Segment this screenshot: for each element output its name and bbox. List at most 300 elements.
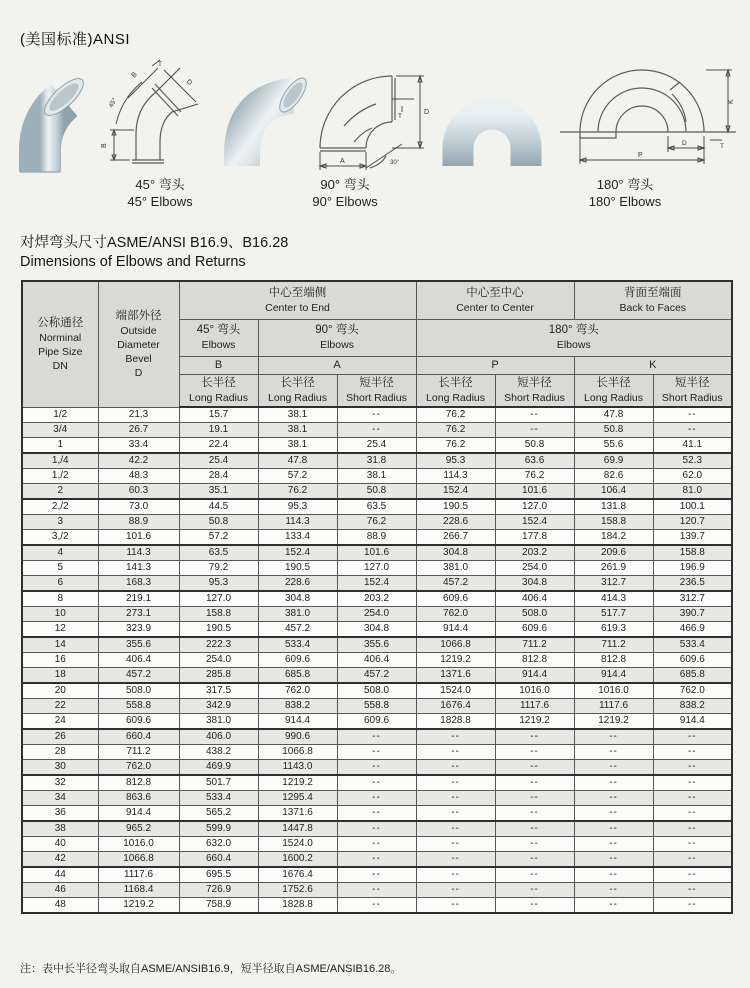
cell-value: 38.1 xyxy=(258,438,337,454)
cell-value: 565.2 xyxy=(179,806,258,822)
cell-value: -- xyxy=(337,898,416,914)
cell-value: 261.9 xyxy=(574,561,653,576)
table-row xyxy=(22,499,732,515)
cell-pipe-size: 1,/4 xyxy=(22,453,98,469)
table-row xyxy=(22,760,732,776)
cell-value: 1371.6 xyxy=(416,668,495,684)
cell-pipe-size: 1,/2 xyxy=(22,469,98,484)
cell-value: 158.8 xyxy=(179,607,258,622)
cell-value: -- xyxy=(653,407,732,423)
cell-value: 381.0 xyxy=(258,607,337,622)
svg-text:30°: 30° xyxy=(390,160,400,166)
elbow-90-photo xyxy=(218,66,310,168)
table-row xyxy=(22,852,732,868)
caption-90-elbow xyxy=(265,176,425,210)
section-title-en: Dimensions of Elbows and Returns xyxy=(20,254,246,270)
cell-value: 304.8 xyxy=(258,591,337,607)
cell-value: 1676.4 xyxy=(258,867,337,883)
cell-value: 914.4 xyxy=(653,714,732,730)
cell-value: 312.7 xyxy=(653,591,732,607)
cell-value: 711.2 xyxy=(98,745,179,760)
cell-value: 1219.2 xyxy=(258,775,337,791)
cell-pipe-size: 32 xyxy=(22,775,98,791)
cell-pipe-size: 46 xyxy=(22,883,98,898)
cell-value: -- xyxy=(337,760,416,776)
cell-value: 1219.2 xyxy=(495,714,574,730)
header-dn: 公称通径 Norminal Pipe Size DN xyxy=(22,281,98,407)
cell-value: 81.0 xyxy=(653,484,732,500)
cell-value: 228.6 xyxy=(416,515,495,530)
cell-value: -- xyxy=(653,791,732,806)
table-row xyxy=(22,453,732,469)
cell-value: 342.9 xyxy=(179,699,258,714)
cell-value: 21.3 xyxy=(98,407,179,423)
cell-value: -- xyxy=(337,837,416,852)
cell-value: 62.0 xyxy=(653,469,732,484)
cell-pipe-size: 6 xyxy=(22,576,98,592)
cell-value: 406.0 xyxy=(179,729,258,745)
cell-value: 203.2 xyxy=(337,591,416,607)
cell-value: 101.6 xyxy=(495,484,574,500)
cell-pipe-size: 24 xyxy=(22,714,98,730)
cell-value: 203.2 xyxy=(495,545,574,561)
cell-value: 190.5 xyxy=(416,499,495,515)
cell-value: -- xyxy=(574,745,653,760)
figure-captions xyxy=(0,176,750,216)
cell-value: 1219.2 xyxy=(574,714,653,730)
cell-value: 609.6 xyxy=(653,653,732,668)
cell-pipe-size: 30 xyxy=(22,760,98,776)
cell-value: 120.7 xyxy=(653,515,732,530)
cell-pipe-size: 2,/2 xyxy=(22,499,98,515)
cell-value: 190.5 xyxy=(258,561,337,576)
cell-value: -- xyxy=(653,760,732,776)
table-row xyxy=(22,883,732,898)
cell-value: 127.0 xyxy=(337,561,416,576)
cell-value: 131.8 xyxy=(574,499,653,515)
cell-value: 38.1 xyxy=(258,423,337,438)
cell-pipe-size: 14 xyxy=(22,637,98,653)
cell-value: 758.9 xyxy=(179,898,258,914)
cell-value: -- xyxy=(337,745,416,760)
cell-pipe-size: 4 xyxy=(22,545,98,561)
cell-value: -- xyxy=(416,745,495,760)
cell-value: 414.3 xyxy=(574,591,653,607)
cell-value: -- xyxy=(416,821,495,837)
cell-value: 228.6 xyxy=(258,576,337,592)
cell-value: 95.3 xyxy=(179,576,258,592)
section-heading xyxy=(20,234,288,272)
cell-value: 152.4 xyxy=(258,545,337,561)
cell-pipe-size: 48 xyxy=(22,898,98,914)
caption-180-en: 180° Elbows xyxy=(588,194,662,209)
cell-value: 47.8 xyxy=(574,407,653,423)
cell-value: 254.0 xyxy=(179,653,258,668)
cell-value: -- xyxy=(574,821,653,837)
cell-value: 82.6 xyxy=(574,469,653,484)
cell-value: -- xyxy=(416,729,495,745)
table-row xyxy=(22,898,732,914)
table-row xyxy=(22,791,732,806)
cell-value: 50.8 xyxy=(179,515,258,530)
cell-pipe-size: 12 xyxy=(22,622,98,638)
cell-value: 19.1 xyxy=(179,423,258,438)
cell-value: 1117.6 xyxy=(495,699,574,714)
cell-value: 158.8 xyxy=(574,515,653,530)
cell-pipe-size: 28 xyxy=(22,745,98,760)
cell-value: 25.4 xyxy=(179,453,258,469)
header-radius-0: 长半径 Long Radius xyxy=(179,374,258,407)
cell-value: 152.4 xyxy=(337,576,416,592)
cell-value: 609.6 xyxy=(337,714,416,730)
cell-value: 619.3 xyxy=(574,622,653,638)
cell-pipe-size: 36 xyxy=(22,806,98,822)
cell-value: -- xyxy=(416,867,495,883)
cell-value: 317.5 xyxy=(179,683,258,699)
cell-value: 762.0 xyxy=(416,607,495,622)
cell-value: 609.6 xyxy=(258,653,337,668)
cell-value: 101.6 xyxy=(337,545,416,561)
cell-value: 177.8 xyxy=(495,530,574,546)
cell-value: 141.3 xyxy=(98,561,179,576)
cell-value: 50.8 xyxy=(574,423,653,438)
cell-value: 38.1 xyxy=(258,407,337,423)
cell-value: 711.2 xyxy=(495,637,574,653)
cell-value: 762.0 xyxy=(653,683,732,699)
cell-value: 990.6 xyxy=(258,729,337,745)
cell-value: -- xyxy=(495,775,574,791)
cell-value: 1524.0 xyxy=(258,837,337,852)
cell-value: 114.3 xyxy=(98,545,179,561)
cell-value: 812.8 xyxy=(574,653,653,668)
header-radius-5: 长半径 Long Radius xyxy=(574,374,653,407)
cell-value: -- xyxy=(495,791,574,806)
header-radius-4: 短半径 Short Radius xyxy=(495,374,574,407)
cell-value: 609.6 xyxy=(495,622,574,638)
cell-value: 273.1 xyxy=(98,607,179,622)
cell-value: -- xyxy=(495,745,574,760)
cell-value: -- xyxy=(337,883,416,898)
cell-value: -- xyxy=(574,760,653,776)
cell-value: 355.6 xyxy=(98,637,179,653)
cell-value: 76.2 xyxy=(337,515,416,530)
table-row xyxy=(22,530,732,546)
cell-value: 1143.0 xyxy=(258,760,337,776)
cell-value: -- xyxy=(495,883,574,898)
cell-pipe-size: 18 xyxy=(22,668,98,684)
cell-value: -- xyxy=(574,729,653,745)
cell-pipe-size: 26 xyxy=(22,729,98,745)
cell-value: 812.8 xyxy=(495,653,574,668)
cell-value: 558.8 xyxy=(98,699,179,714)
cell-value: 69.9 xyxy=(574,453,653,469)
table-row xyxy=(22,867,732,883)
cell-value: 133.4 xyxy=(258,530,337,546)
cell-value: 196.9 xyxy=(653,561,732,576)
cell-value: 44.5 xyxy=(179,499,258,515)
cell-value: 1219.2 xyxy=(98,898,179,914)
cell-value: 42.2 xyxy=(98,453,179,469)
cell-value: -- xyxy=(416,775,495,791)
table-row xyxy=(22,591,732,607)
cell-value: -- xyxy=(416,852,495,868)
cell-value: 35.1 xyxy=(179,484,258,500)
cell-value: 127.0 xyxy=(179,591,258,607)
cell-value: 1066.8 xyxy=(98,852,179,868)
cell-value: 76.2 xyxy=(258,484,337,500)
svg-text:T: T xyxy=(158,61,162,68)
footnote: 注：表中长半径弯头取自ASME/ANSIB16.9，短半径取自ASME/ANSIB16.28。 xyxy=(20,963,402,975)
cell-value: 914.4 xyxy=(416,622,495,638)
table-row xyxy=(22,821,732,837)
cell-value: -- xyxy=(653,806,732,822)
cell-pipe-size: 5 xyxy=(22,561,98,576)
cell-value: 1676.4 xyxy=(416,699,495,714)
cell-value: 57.2 xyxy=(258,469,337,484)
cell-value: -- xyxy=(653,423,732,438)
table-row xyxy=(22,622,732,638)
cell-value: 660.4 xyxy=(98,729,179,745)
cell-value: 685.8 xyxy=(258,668,337,684)
table-row xyxy=(22,729,732,745)
svg-text:45°: 45° xyxy=(107,96,119,109)
cell-pipe-size: 3/4 xyxy=(22,423,98,438)
cell-value: 236.5 xyxy=(653,576,732,592)
cell-value: 222.3 xyxy=(179,637,258,653)
cell-value: -- xyxy=(495,407,574,423)
cell-value: 22.4 xyxy=(179,438,258,454)
cell-value: 406.4 xyxy=(337,653,416,668)
cell-value: -- xyxy=(495,837,574,852)
cell-value: 152.4 xyxy=(416,484,495,500)
caption-45-cn: 45° 弯头 xyxy=(135,177,185,192)
cell-value: 838.2 xyxy=(258,699,337,714)
cell-value: 609.6 xyxy=(416,591,495,607)
cell-value: -- xyxy=(574,852,653,868)
cell-value: 76.2 xyxy=(416,423,495,438)
cell-value: -- xyxy=(416,760,495,776)
cell-value: 533.4 xyxy=(258,637,337,653)
cell-value: 52.3 xyxy=(653,453,732,469)
cell-value: -- xyxy=(337,821,416,837)
cell-value: -- xyxy=(416,898,495,914)
cell-value: -- xyxy=(337,791,416,806)
cell-value: 304.8 xyxy=(416,545,495,561)
cell-value: 726.9 xyxy=(179,883,258,898)
cell-value: 438.2 xyxy=(179,745,258,760)
table-header xyxy=(22,281,732,407)
cell-value: 390.7 xyxy=(653,607,732,622)
cell-value: 1066.8 xyxy=(258,745,337,760)
caption-45-en: 45° Elbows xyxy=(127,194,193,209)
cell-value: 965.2 xyxy=(98,821,179,837)
cell-value: 76.2 xyxy=(416,438,495,454)
svg-text:B: B xyxy=(101,143,108,148)
cell-value: 57.2 xyxy=(179,530,258,546)
table-row xyxy=(22,469,732,484)
cell-value: 88.9 xyxy=(337,530,416,546)
cell-value: 33.4 xyxy=(98,438,179,454)
cell-value: -- xyxy=(337,729,416,745)
cell-value: -- xyxy=(653,883,732,898)
cell-value: 26.7 xyxy=(98,423,179,438)
table-row xyxy=(22,775,732,791)
cell-value: -- xyxy=(653,898,732,914)
cell-value: -- xyxy=(416,806,495,822)
cell-value: -- xyxy=(495,760,574,776)
cell-value: 50.8 xyxy=(495,438,574,454)
cell-value: 254.0 xyxy=(495,561,574,576)
cell-value: 48.3 xyxy=(98,469,179,484)
cell-value: 63.5 xyxy=(337,499,416,515)
table-body xyxy=(22,407,732,913)
cell-value: 152.4 xyxy=(495,515,574,530)
cell-value: 41.1 xyxy=(653,438,732,454)
cell-value: -- xyxy=(653,775,732,791)
cell-value: 508.0 xyxy=(495,607,574,622)
elbow-180-photo xyxy=(434,80,550,168)
header-od: 端部外径 Outside Diameter Bevel D xyxy=(98,281,179,407)
svg-text:K: K xyxy=(728,99,735,104)
cell-value: 762.0 xyxy=(258,683,337,699)
table-row xyxy=(22,745,732,760)
cell-value: -- xyxy=(574,867,653,883)
cell-value: 762.0 xyxy=(98,760,179,776)
cell-value: 1295.4 xyxy=(258,791,337,806)
cell-value: -- xyxy=(337,867,416,883)
cell-value: 219.1 xyxy=(98,591,179,607)
cell-value: 533.4 xyxy=(179,791,258,806)
cell-value: 914.4 xyxy=(495,668,574,684)
cell-value: 1752.6 xyxy=(258,883,337,898)
cell-value: 50.8 xyxy=(337,484,416,500)
cell-value: 381.0 xyxy=(179,714,258,730)
header-letter-p: P xyxy=(416,356,574,374)
table-row xyxy=(22,576,732,592)
caption-45-elbow xyxy=(80,176,240,210)
cell-value: 1600.2 xyxy=(258,852,337,868)
cell-value: 1371.6 xyxy=(258,806,337,822)
cell-pipe-size: 22 xyxy=(22,699,98,714)
elbow-45-photo xyxy=(10,64,102,176)
table-row xyxy=(22,837,732,852)
cell-value: 812.8 xyxy=(98,775,179,791)
table-row xyxy=(22,561,732,576)
cell-value: -- xyxy=(495,852,574,868)
cell-value: 139.7 xyxy=(653,530,732,546)
cell-value: -- xyxy=(495,898,574,914)
cell-value: -- xyxy=(574,898,653,914)
cell-value: -- xyxy=(416,791,495,806)
cell-value: 508.0 xyxy=(337,683,416,699)
cell-value: 1219.2 xyxy=(416,653,495,668)
cell-value: 457.2 xyxy=(416,576,495,592)
cell-value: 1168.4 xyxy=(98,883,179,898)
cell-value: 381.0 xyxy=(416,561,495,576)
svg-text:B: B xyxy=(130,71,139,80)
cell-pipe-size: 42 xyxy=(22,852,98,868)
elbow-45-drawing xyxy=(100,56,218,172)
cell-value: 457.2 xyxy=(258,622,337,638)
cell-pipe-size: 34 xyxy=(22,791,98,806)
cell-value: -- xyxy=(495,821,574,837)
cell-value: 533.4 xyxy=(653,637,732,653)
header-letter-b: B xyxy=(179,356,258,374)
table-row xyxy=(22,438,732,454)
cell-value: 517.7 xyxy=(574,607,653,622)
cell-value: 15.7 xyxy=(179,407,258,423)
elbow-90-drawing xyxy=(314,56,434,176)
cell-value: 914.4 xyxy=(258,714,337,730)
table-row xyxy=(22,637,732,653)
cell-value: 632.0 xyxy=(179,837,258,852)
cell-value: 31.8 xyxy=(337,453,416,469)
cell-value: 457.2 xyxy=(98,668,179,684)
table-row xyxy=(22,515,732,530)
cell-value: 63.6 xyxy=(495,453,574,469)
svg-text:D: D xyxy=(184,78,194,87)
svg-text:P: P xyxy=(638,152,643,159)
header-group-back-to-faces: 背面至端面 Back to Faces xyxy=(574,281,732,319)
cell-value: 28.4 xyxy=(179,469,258,484)
page-title: (美国标准)ANSI xyxy=(20,31,131,48)
svg-text:T: T xyxy=(398,113,402,120)
svg-text:T: T xyxy=(720,143,724,150)
cell-value: 114.3 xyxy=(416,469,495,484)
cell-value: 38.1 xyxy=(337,469,416,484)
cell-value: 254.0 xyxy=(337,607,416,622)
table-row xyxy=(22,545,732,561)
cell-value: 266.7 xyxy=(416,530,495,546)
cell-value: 127.0 xyxy=(495,499,574,515)
cell-value: 106.4 xyxy=(574,484,653,500)
cell-value: 660.4 xyxy=(179,852,258,868)
cell-value: 711.2 xyxy=(574,637,653,653)
caption-180-cn: 180° 弯头 xyxy=(596,177,654,192)
cell-value: 406.4 xyxy=(495,591,574,607)
table-row xyxy=(22,423,732,438)
table-row xyxy=(22,714,732,730)
cell-value: 323.9 xyxy=(98,622,179,638)
header-radius-6: 短半径 Short Radius xyxy=(653,374,732,407)
caption-180-elbow xyxy=(545,176,705,210)
cell-value: 79.2 xyxy=(179,561,258,576)
cell-value: 312.7 xyxy=(574,576,653,592)
cell-pipe-size: 16 xyxy=(22,653,98,668)
cell-value: 469.9 xyxy=(179,760,258,776)
svg-text:A: A xyxy=(340,158,345,165)
svg-text:D: D xyxy=(682,140,687,147)
cell-value: 1828.8 xyxy=(416,714,495,730)
cell-value: 914.4 xyxy=(574,668,653,684)
cell-pipe-size: 44 xyxy=(22,867,98,883)
cell-value: 60.3 xyxy=(98,484,179,500)
cell-value: 190.5 xyxy=(179,622,258,638)
cell-value: 95.3 xyxy=(258,499,337,515)
cell-value: -- xyxy=(653,852,732,868)
table-row xyxy=(22,484,732,500)
caption-90-cn: 90° 弯头 xyxy=(320,177,370,192)
cell-value: 76.2 xyxy=(495,469,574,484)
cell-value: 1016.0 xyxy=(98,837,179,852)
cell-value: -- xyxy=(574,837,653,852)
elbow-180-drawing xyxy=(552,60,744,168)
cell-value: 558.8 xyxy=(337,699,416,714)
cell-value: -- xyxy=(653,837,732,852)
cell-value: 1016.0 xyxy=(495,683,574,699)
cell-value: 73.0 xyxy=(98,499,179,515)
cell-value: -- xyxy=(337,423,416,438)
